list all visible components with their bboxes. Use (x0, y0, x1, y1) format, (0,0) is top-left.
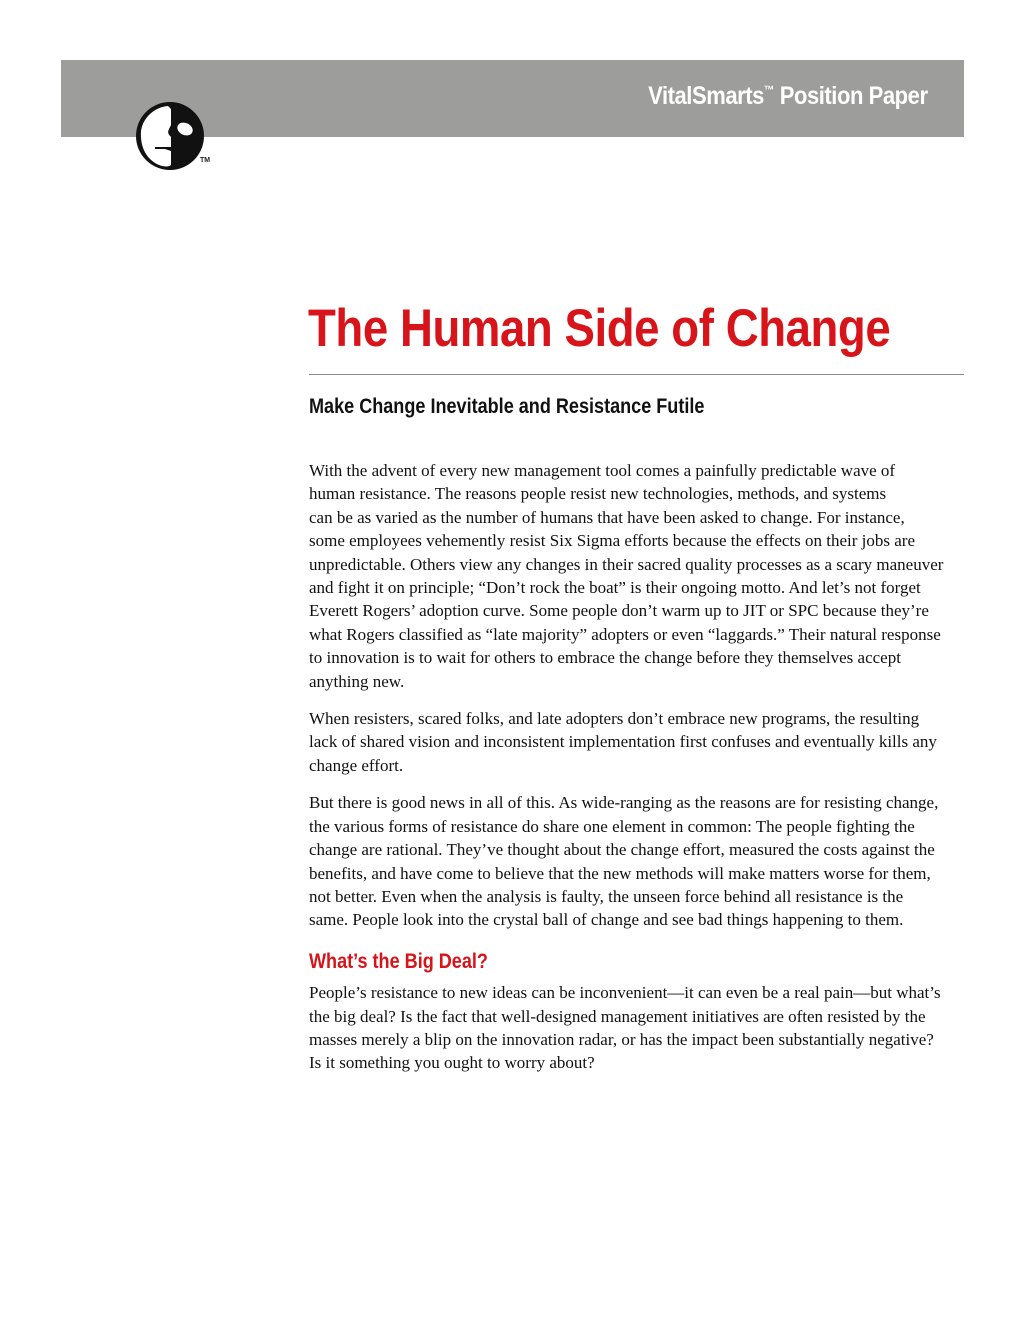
text-line: With the advent of every new management tool comes a painfully predictable wave of (309, 461, 896, 480)
title-divider (309, 374, 964, 375)
paragraph (309, 459, 969, 693)
vitalsmarts-logo-icon (135, 101, 205, 171)
section-heading: What’s the Big Deal? (309, 949, 488, 973)
text-line: Everett Rogers’ adoption curve. Some people don’t warm up to JIT or SPC because they’re (309, 601, 929, 621)
text-line: human resistance. The reasons people resist new technologies, methods, and systems (309, 484, 887, 504)
text-line: But there is good news in all of this. As wide-ranging as the reasons are for resisting change, (309, 793, 939, 813)
text-line: When resisters, scared folks, and late adopters don’t embrace new programs, the resulting (309, 709, 920, 729)
text-line: change are rational. They’ve thought about the change effort, measured the costs against the (309, 840, 935, 860)
subtitle: Make Change Inevitable and Resistance Futile (309, 395, 705, 418)
text-line: same. People look into the crystal ball of change and see bad things happening to them. (309, 910, 904, 930)
big-deal-section (309, 981, 969, 1075)
text-line: anything new. (309, 671, 405, 691)
text-line: to innovation is to wait for others to embrace the change before they themselves accept (309, 648, 901, 668)
text-line: masses merely a blip on the innovation radar, or has the impact been substantially negative? (309, 1029, 934, 1049)
text-line: and fight it on principle; “Don’t rock the boat” is their ongoing motto. And let’s not forget (309, 578, 921, 598)
text-line: lack of shared vision and inconsistent implementation first confuses and eventually kills any (309, 732, 937, 752)
text-line: benefits, and have come to believe that the new methods will make matters worse for them, (309, 863, 931, 883)
text-line: People’s resistance to new ideas can be inconvenient—it can even be a real pain—but what’s (309, 983, 941, 1003)
body-text (309, 459, 969, 1089)
text-line: the big deal? Is the fact that well-designed management initiatives are often resisted by the (309, 1006, 926, 1026)
logo-trademark: TM (200, 157, 211, 164)
intro-section (309, 459, 969, 932)
trademark: ™ (764, 83, 775, 97)
text-line: change effort. (309, 755, 404, 775)
text-line: some employees vehemently resist Six Sigma efforts because the effects on their jobs are (309, 531, 916, 551)
header-suffix: Position Paper (774, 82, 928, 110)
paragraph (309, 981, 969, 1075)
text-line: the various forms of resistance do share one element in common: The people fighting the (309, 816, 915, 836)
text-line: unpredictable. Others view any changes in their sacred quality processes as a scary maneuver (309, 554, 944, 574)
text-line: can be as varied as the number of humans that have been asked to change. For instance, (309, 507, 905, 527)
brand-name: VitalSmarts (648, 82, 765, 110)
page-title: The Human Side of Change (308, 299, 891, 358)
paragraph (309, 791, 969, 931)
text-line: what Rogers classified as “late majority” adopters or even “laggards.” Their natural response (309, 624, 941, 644)
header-title (649, 82, 928, 111)
paragraph (309, 707, 969, 777)
text-line: Is it something you ought to worry about? (309, 1053, 595, 1073)
text-line: not better. Even when the analysis is faulty, the unseen force behind all resistance is the (309, 886, 904, 906)
